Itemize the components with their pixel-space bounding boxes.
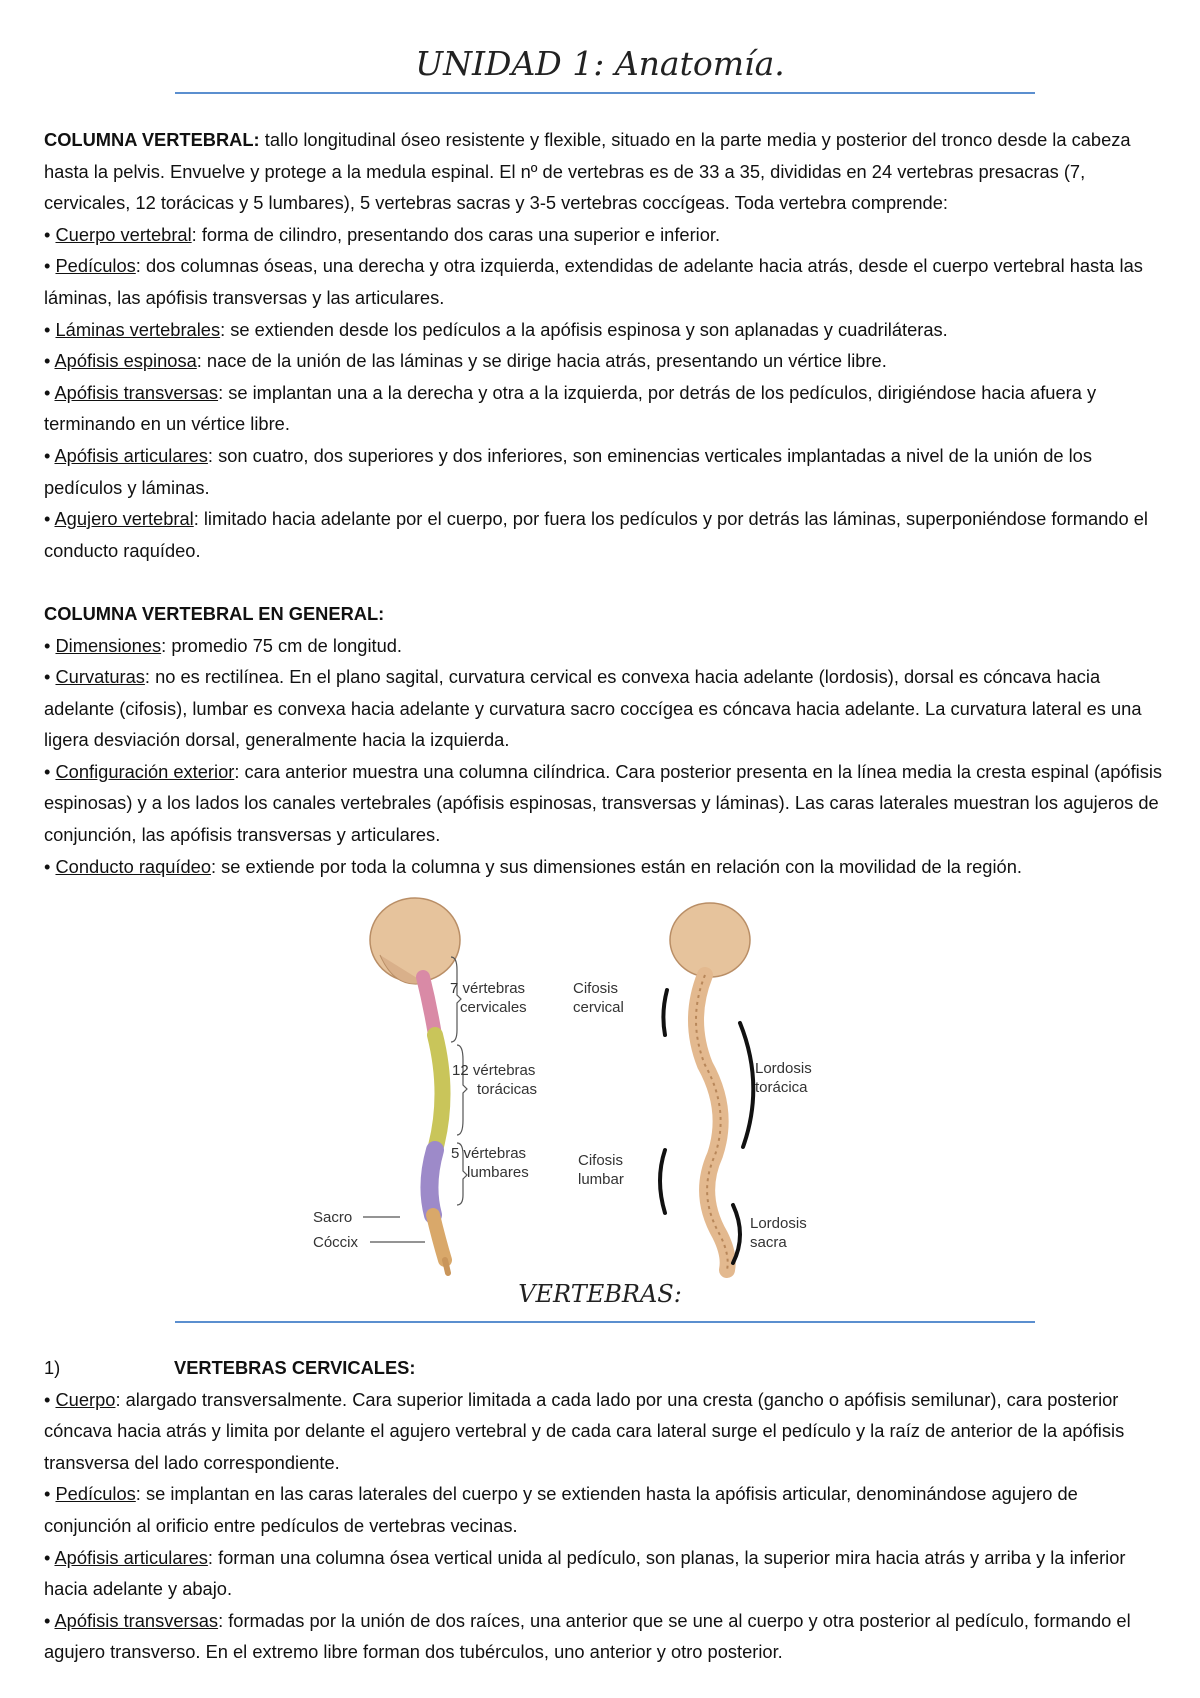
- label-lordosis-sacra-2: sacra: [750, 1234, 787, 1251]
- item-text: : limitado hacia adelante por el cuerpo, por fuera los pedículos y por detrás las láminas, superponiéndose formando el conducto raquídeo.: [44, 508, 1148, 561]
- item-term: Pedículos: [55, 255, 136, 277]
- spine-figure: [313, 895, 895, 1275]
- label-lumbar-1: 5 vértebras: [451, 1145, 527, 1162]
- item-term: Apófisis transversas: [54, 381, 219, 403]
- item-text: : se extiende por toda la columna y sus dimensiones están en relación con la movilidad de la región.: [211, 855, 1022, 877]
- list-item: • Conducto raquídeo: se extiende por toda la columna y sus dimensiones están en relación con la movilidad de la región.: [44, 855, 1022, 877]
- item-text: : cara anterior muestra una columna cilíndrica. Cara posterior presenta en la línea media la cresta espinal (apófisis espinosas) y a los lados los canales vertebrales (apófisis espinosas, transversas y láminas). Las caras laterales muestran los agujeros de conjunción, las apófisis transversas y articulares.: [44, 760, 1163, 846]
- item-term: Pedículos: [55, 1483, 136, 1505]
- label-sacro: Sacro: [313, 1209, 353, 1226]
- label-thoracic-1: 12 vértebras: [452, 1062, 536, 1079]
- vertebras-divider: [175, 1321, 1035, 1323]
- cervical-segment: [423, 977, 435, 1035]
- skull-left: [370, 898, 460, 982]
- spine-illustration: [313, 895, 895, 1275]
- list-item: • Apófisis transversas: se implantan una a la derecha y otra a la izquierda, por detrás de los pedículos, dirigiéndose hacia afuera y terminando en un vértice libre.: [44, 381, 1097, 435]
- skull-right: [670, 903, 750, 977]
- coccyx-segment: [445, 1260, 448, 1273]
- section-title-vertebras: VERTEBRAS:: [518, 1280, 682, 1308]
- heading-number: 1): [44, 1357, 61, 1378]
- item-text: : alargado transversalmente. Cara superior limitada a cada lado por una cresta (gancho o apófisis semilunar), cara posterior cóncava hacia atrás y limita por delante el agujero vertebral y de cada cara lateral surge el pedículo y la raíz de anterior de la apófisis transversa del lado correspondiente.: [44, 1388, 1125, 1473]
- title-divider: [175, 92, 1035, 94]
- item-text: : nace de la unión de las láminas y se dirige hacia atrás, presentando un vértice libre.: [196, 350, 887, 372]
- item-term: Cuerpo: [55, 1388, 116, 1410]
- label-cervical-2: cervicales: [460, 999, 527, 1016]
- item-text: : no es rectilínea. En el plano sagital, curvatura cervical es convexa hacia adelante (lordosis), dorsal es cóncava hacia adelante (cifosis), lumbar es convexa hacia adelante y curvatura sacro coccígea es cóncava hacia adelante. La curvatura lateral es una ligera desviación dorsal, generalmente hacia la izquierda.: [44, 666, 1142, 751]
- section-heading: COLUMNA VERTEBRAL:: [44, 129, 260, 150]
- list-item: • Cuerpo: alargado transversalmente. Cara superior limitada a cada lado por una cresta (gancho o apófisis semilunar), cara posterior cóncava hacia atrás y limita por delante el agujero vertebral y de cada cara lateral surge el pedículo y la raíz de anterior de la apófisis transversa del lado correspondiente.: [44, 1388, 1125, 1473]
- thoracic-segment: [435, 1035, 443, 1150]
- item-text: : son cuatro, dos superiores y dos inferiores, son eminencias verticales implantadas a nivel de la unión de los pedículos y láminas.: [44, 444, 1092, 498]
- list-item: • Cuerpo vertebral: forma de cilindro, presentando dos caras una superior e inferior.: [44, 223, 721, 245]
- section-intro: [44, 124, 1164, 219]
- list-item: • Apófisis espinosa: nace de la unión de las láminas y se dirige hacia atrás, presentando un vértice libre.: [44, 350, 887, 372]
- item-term: Conducto raquídeo: [55, 855, 211, 877]
- sacral-segment: [433, 1215, 445, 1260]
- item-term: Apófisis espinosa: [54, 350, 197, 372]
- list-item: • Pedículos: se implantan en las caras laterales del cuerpo y se extienden hasta la apófisis articular, denominándose agujero de conjunción al orificio entre pedículos de vertebras vecinas.: [44, 1483, 1078, 1536]
- item-text: : se implantan una a la derecha y otra a la izquierda, por detrás de los pedículos, dirigiéndose hacia afuera y terminando en un vértice libre.: [44, 381, 1097, 435]
- list-item: • Dimensiones: promedio 75 cm de longitud.: [44, 634, 402, 656]
- item-term: Dimensiones: [55, 634, 162, 656]
- list-item: • Agujero vertebral: limitado hacia adelante por el cuerpo, por fuera los pedículos y por detrás las láminas, superponiéndose formando el conducto raquídeo.: [44, 508, 1148, 561]
- item-text: : formadas por la unión de dos raíces, una anterior que se une al cuerpo y otra posterior al pedículo, formando el agujero transverso. En el extremo libre forman dos tubérculos, uno anterior y otro posterior.: [44, 1609, 1131, 1663]
- label-cifosis-cervical-1: Cifosis: [573, 980, 619, 997]
- label-lumbar-2: lumbares: [467, 1164, 529, 1181]
- label-cifosis-lumbar-2: lumbar: [578, 1171, 624, 1188]
- list-item: • Configuración exterior: cara anterior muestra una columna cilíndrica. Cara posterior presenta en la línea media la cresta espinal (apófisis espinosas) y a los lados los canales vertebrales (apófisis espinosas, transversas y láminas). Las caras laterales muestran los agujeros de conjunción, las apófisis transversas y articulares.: [44, 760, 1163, 846]
- label-cifosis-lumbar-1: Cifosis: [578, 1152, 624, 1169]
- item-term: Láminas vertebrales: [55, 318, 221, 340]
- label-cifosis-cervical-2: cervical: [573, 999, 624, 1016]
- item-text: : forman una columna ósea vertical unida al pedículo, son planas, la superior mira hacia atrás y arriba y la inferior hacia adelante y abajo.: [44, 1546, 1126, 1600]
- list-item: • Apófisis transversas: formadas por la unión de dos raíces, una anterior que se une al cuerpo y otra posterior al pedículo, formando el agujero transverso. En el extremo libre forman dos tubérculos, uno anterior y otro posterior.: [44, 1609, 1131, 1663]
- section-vertebras-cervicales: [44, 1352, 1164, 1668]
- page-title: UNIDAD 1: Anatomía.: [415, 44, 785, 83]
- item-text: : forma de cilindro, presentando dos caras una superior e inferior.: [191, 223, 721, 245]
- heading-text: VERTEBRAS CERVICALES:: [174, 1357, 416, 1378]
- label-lordosis-toracica-2: torácica: [755, 1079, 808, 1096]
- label-lordosis-toracica-1: Lordosis: [755, 1060, 812, 1077]
- label-coccix: Cóccix: [313, 1234, 359, 1251]
- item-text: : se extienden desde los pedículos a la apófisis espinosa y son aplanadas y cuadriláteras.: [220, 318, 948, 340]
- item-term: Curvaturas: [55, 666, 145, 688]
- list-item: • Láminas vertebrales: se extienden desde los pedículos a la apófisis espinosa y son aplanadas y cuadriláteras.: [44, 318, 948, 340]
- section-heading-general: COLUMNA VERTEBRAL EN GENERAL:: [44, 602, 385, 624]
- numbered-heading: [44, 1352, 1164, 1384]
- lumbar-segment: [429, 1150, 435, 1215]
- section-columna-vertebral: [44, 124, 1164, 882]
- list-item: • Pedículos: dos columnas óseas, una derecha y otra izquierda, extendidas de adelante hacia atrás, desde el cuerpo vertebral hasta las láminas, las apófisis transversas y las articulares.: [44, 255, 1143, 308]
- item-term: Agujero vertebral: [54, 508, 194, 530]
- item-term: Configuración exterior: [55, 760, 235, 782]
- label-thoracic-2: torácicas: [477, 1081, 538, 1098]
- intro-text: tallo longitudinal óseo resistente y flexible, situado en la parte media y posterior del tronco desde la cabeza hasta la pelvis. Envuelve y protege a la medula espinal. El nº de vertebras es de 33 a 35, divididas en 24 vertebras presacras (7, cervicales, 12 torácicas y 5 lumbares), 5 vertebras sacras y 3-5 vertebras coccígeas. Toda vertebra comprende:: [44, 129, 1131, 214]
- left-spine-drawing: [363, 898, 467, 1273]
- list-item: • Apófisis articulares: forman una columna ósea vertical unida al pedículo, son planas, la superior mira hacia atrás y arriba y la inferior hacia adelante y abajo.: [44, 1546, 1126, 1600]
- item-term: Cuerpo vertebral: [55, 223, 192, 245]
- list-item: • Curvaturas: no es rectilínea. En el plano sagital, curvatura cervical es convexa hacia adelante (lordosis), dorsal es cóncava hacia adelante (cifosis), lumbar es convexa hacia adelante y curvatura sacro coccígea es cóncava hacia adelante. La curvatura lateral es una ligera desviación dorsal, generalmente hacia la izquierda.: [44, 666, 1142, 751]
- item-term: Apófisis transversas: [54, 1609, 219, 1631]
- item-text: : dos columnas óseas, una derecha y otra izquierda, extendidas de adelante hacia atrás, desde el cuerpo vertebral hasta las láminas, las apófisis transversas y las articulares.: [44, 255, 1143, 308]
- label-lordosis-sacra-1: Lordosis: [750, 1215, 807, 1232]
- spacer: [44, 566, 1164, 598]
- item-term: Apófisis articulares: [54, 444, 208, 466]
- item-text: : se implantan en las caras laterales del cuerpo y se extienden hasta la apófisis articular, denominándose agujero de conjunción al orificio entre pedículos de vertebras vecinas.: [44, 1483, 1078, 1536]
- list-item: • Apófisis articulares: son cuatro, dos superiores y dos inferiores, son eminencias verticales implantadas a nivel de la unión de los pedículos y láminas.: [44, 444, 1092, 498]
- item-text: : promedio 75 cm de longitud.: [161, 634, 402, 656]
- item-term: Apófisis articulares: [54, 1546, 208, 1568]
- right-spine-drawing: [660, 903, 753, 1270]
- curved-spine: [696, 975, 728, 1270]
- label-cervical-1: 7 vértebras: [450, 980, 526, 997]
